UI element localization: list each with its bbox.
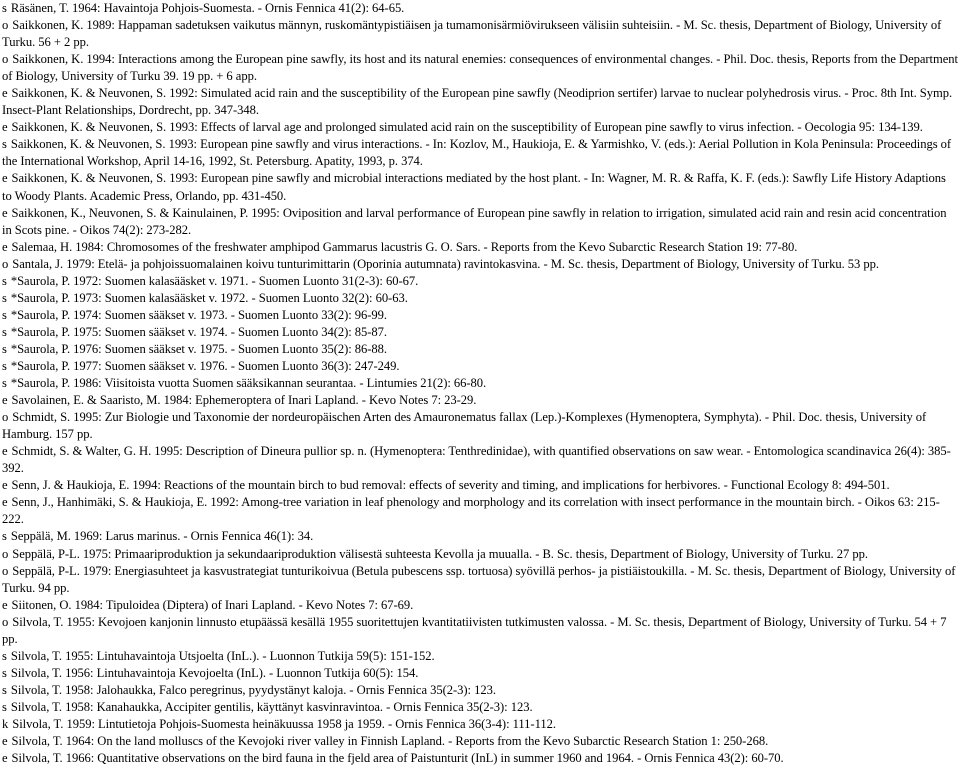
reference-citation-text: Silvola, T. 1964: On the land molluscs of the Kevojoki river valley in Finnish Lapland. - Reports from the Kevo Subarctic Research Station 1: 250-268. [11, 734, 769, 749]
reference-category-letter: s [2, 358, 7, 373]
reference-entry [2, 648, 958, 665]
reference-citation-text: Silvola, T. 1958: Jalohaukka, Falco peregrinus, pyydystänyt kaloja. - Ornis Fennica 35(2-3): 123. [10, 682, 496, 697]
reference-entry [2, 119, 958, 136]
reference-entry [2, 733, 958, 750]
reference-citation-text: *Saurola, P. 1975: Suomen sääkset v. 1974. - Suomen Luonto 34(2): 85-87. [10, 324, 388, 339]
reference-citation-text: Silvola, T. 1966: Quantitative observations on the bird fauna in the fjeld area of Paistunturit (InL) in summer 1960 and 1964. - Ornis Fennica 43(2): 60-70. [11, 751, 784, 766]
reference-entry [2, 358, 958, 375]
reference-entry [2, 85, 958, 119]
reference-entry [2, 0, 958, 17]
reference-citation-text: *Saurola, P. 1977: Suomen sääkset v. 1976. - Suomen Luonto 36(3): 247-249. [10, 358, 400, 373]
reference-citation-text: *Saurola, P. 1986: Viisitoista vuotta Suomen sääksikannan seurantaa. - Lintumies 21(2): 66-80. [10, 376, 487, 391]
reference-entry [2, 563, 958, 597]
reference-category-letter: o [2, 18, 9, 33]
reference-category-letter: e [2, 734, 8, 749]
reference-citation-text: Saikkonen, K. & Neuvonen, S. 1993: European pine sawfly and virus interactions. - In: Kozlov, M., Haukioja, E. & Yarmishko, V. (eds.): Aerial Pollution in Kola Peninsula: Proceedings of the International Workshop, April 14-16, 1992, St. Petersburg. Apatity, 1993, p. 374. [2, 137, 952, 169]
reference-citation-text: Silvola, T. 1956: Lintuhavaintoja Kevojoelta (InL). - Luonnon Tutkija 60(5): 154. [10, 665, 419, 680]
reference-entry [2, 324, 958, 341]
reference-category-letter: o [2, 546, 9, 561]
reference-citation-text: Silvola, T. 1955: Lintuhavaintoja Utsjoelta (InL.). - Luonnon Tutkija 59(5): 151-152. [10, 648, 435, 663]
reference-entry [2, 699, 958, 716]
reference-citation-text: Senn, J. & Haukioja, E. 1994: Reactions of the mountain birch to bud removal: effects of severity and timing, and implications for herbivores. - Functional Ecology 8: 494-501. [11, 478, 890, 493]
reference-entry [2, 716, 958, 733]
reference-citation-text: Saikkonen, K., Neuvonen, S. & Kainulainen, P. 1995: Oviposition and larval performance of European pine sawfly in relation to irrigation, simulated acid rain and resin acid concentration in Scots pine. - Oikos 74(2): 273-282. [2, 205, 947, 237]
reference-category-letter: s [2, 273, 7, 288]
reference-entry [2, 409, 958, 443]
reference-citation-text: Senn, J., Hanhimäki, S. & Haukioja, E. 1992: Among-tree variation in leaf phenology and morphology and its correlation with insect performance in the mountain birch. - Oikos 63: 215-222. [2, 495, 940, 527]
reference-citation-text: Schmidt, S. 1995: Zur Biologie und Taxonomie der nordeuropäischen Arten des Amauronematus fallax (Lep.)-Komplexes (Hymenoptera, Symphyta). - Phil. Doc. thesis, University of Hamburg. 157 pp. [2, 410, 927, 442]
reference-category-letter: e [2, 495, 8, 510]
reference-entry [2, 307, 958, 324]
reference-category-letter: e [2, 120, 8, 135]
reference-entry [2, 205, 958, 239]
reference-category-letter: s [2, 341, 7, 356]
reference-category-letter: e [2, 393, 8, 408]
reference-category-letter: o [2, 52, 9, 67]
reference-citation-text: *Saurola, P. 1974: Suomen sääkset v. 1973. - Suomen Luonto 33(2): 96-99. [10, 307, 388, 322]
reference-citation-text: Saikkonen, K. & Neuvonen, S. 1993: Effects of larval age and prolonged simulated acid rain on the susceptibility of European pine sawfly to virus infection. - Oecologia 95: 134-139. [11, 120, 923, 135]
reference-category-letter: o [2, 410, 9, 425]
reference-entry [2, 17, 958, 51]
reference-category-letter: k [2, 716, 9, 731]
reference-citation-text: Savolainen, E. & Saaristo, M. 1984: Ephemeroptera of Inari Lapland. - Kevo Notes 7: 23-29. [11, 393, 477, 408]
reference-citation-text: Saikkonen, K. & Neuvonen, S. 1992: Simulated acid rain and the susceptibility of the European pine sawfly (Neodiprion sertifer) larvae to nuclear polyhedrosis virus. - Proc. 8th Int. Symp. Insect-Plant Relationships, Dordrecht, pp. 347-348. [2, 86, 953, 118]
reference-entry [2, 546, 958, 563]
reference-entry [2, 375, 958, 392]
reference-entry [2, 494, 958, 528]
reference-citation-text: *Saurola, P. 1976: Suomen sääkset v. 1975. - Suomen Luonto 35(2): 86-88. [10, 341, 388, 356]
reference-category-letter: e [2, 171, 8, 186]
reference-category-letter: s [2, 376, 7, 391]
reference-category-letter: o [2, 614, 9, 629]
reference-citation-text: Siitonen, O. 1984: Tipuloidea (Diptera) of Inari Lapland. - Kevo Notes 7: 67-69. [11, 597, 414, 612]
reference-entry [2, 392, 958, 409]
reference-citation-text: Salemaa, H. 1984: Chromosomes of the freshwater amphipod Gammarus lacustris G. O. Sars. - Reports from the Kevo Subarctic Research Station 19: 77-80. [11, 239, 798, 254]
reference-citation-text: Silvola, T. 1955: Kevojoen kanjonin linnusto etupäässä kesällä 1955 suoritettujen kvantitatiivisten tutkimusten valossa. - M. Sc. thesis, Department of Biology, University of Turku. 54 + 7 pp. [2, 614, 947, 646]
reference-entry [2, 290, 958, 307]
reference-entry [2, 443, 958, 477]
reference-citation-text: Silvola, T. 1959: Lintutietoja Pohjois-Suomesta heinäkuussa 1958 ja 1959. - Ornis Fennica 36(3-4): 111-112. [12, 716, 556, 731]
reference-citation-text: Saikkonen, K. & Neuvonen, S. 1993: European pine sawfly and microbial interactions mediated by the host plant. - In: Wagner, M. R. & Raffa, K. F. (eds.): Sawfly Life History Adaptions to Woody Plants. Academic Press, Orlando, pp. 431-450. [2, 171, 946, 203]
reference-entry [2, 682, 958, 699]
reference-citation-text: Seppälä, P-L. 1975: Primaariproduktion ja sekundaariproduktion välisestä suhteesta Kevolla ja muualla. - B. Sc. thesis, Department of Biology, University of Turku. 27 pp. [12, 546, 868, 561]
reference-entry [2, 750, 958, 767]
reference-entry [2, 170, 958, 204]
reference-category-letter: s [2, 290, 7, 305]
reference-category-letter: s [2, 648, 7, 663]
reference-citation-text: *Saurola, P. 1973: Suomen kalasääsket v. 1972. - Suomen Luonto 32(2): 60-63. [10, 290, 408, 305]
reference-citation-text: Schmidt, S. & Walter, G. H. 1995: Description of Dineura pullior sp. n. (Hymenoptera: Tenthredinidae), with quantified observations on saw wear. - Entomologica scandinavica 26(4): 385-392. [2, 444, 951, 476]
reference-category-letter: s [2, 682, 7, 697]
reference-entry [2, 273, 958, 290]
reference-category-letter: o [2, 563, 9, 578]
reference-entry [2, 665, 958, 682]
reference-category-letter: s [2, 307, 7, 322]
reference-entry [2, 528, 958, 545]
reference-entry [2, 239, 958, 256]
reference-entry [2, 136, 958, 170]
reference-category-letter: e [2, 597, 8, 612]
reference-category-letter: e [2, 478, 8, 493]
reference-entry [2, 477, 958, 494]
reference-citation-text: Räsänen, T. 1964: Havaintoja Pohjois-Suomesta. - Ornis Fennica 41(2): 64-65. [10, 1, 405, 15]
reference-citation-text: Santala, J. 1979: Etelä- ja pohjoissuomalainen koivu tunturimittarin (Oporinia autumnata) ravintokasvina. - M. Sc. thesis, Department of Biology, University of Turku. 53 pp. [12, 256, 879, 271]
reference-category-letter: s [2, 324, 7, 339]
reference-entry [2, 51, 958, 85]
reference-citation-text: Seppälä, P-L. 1979: Energiasuhteet ja kasvustrategiat tunturikoivua (Betula pubescens ssp. tortuosa) syövillä perhos- ja pistiäistoukilla. - M. Sc. thesis, Department of Biology, University of Turku. 94 pp. [2, 563, 956, 595]
reference-entry [2, 597, 958, 614]
reference-citation-text: Saikkonen, K. 1994: Interactions among the European pine sawfly, its host and its natural enemies: consequences of environmental changes. - Phil. Doc. thesis, Reports from the Department of Biology, University of Turku 39. 19 pp. + 6 app. [2, 52, 958, 84]
reference-category-letter: s [2, 137, 7, 152]
reference-category-letter: e [2, 86, 8, 101]
reference-category-letter: e [2, 444, 8, 459]
reference-category-letter: e [2, 751, 8, 766]
reference-category-letter: s [2, 665, 7, 680]
reference-category-letter: s [2, 529, 7, 544]
reference-citation-text: Saikkonen, K. 1989: Happaman sadetuksen vaikutus männyn, ruskomäntypistiäisen ja tumamonisärmiövirukseen välisiin suhteisiin. - M. Sc. thesis, Department of Biology, University of Turku. 56 + 2 pp. [2, 18, 942, 50]
reference-entry [2, 341, 958, 358]
reference-category-letter: o [2, 256, 9, 271]
reference-citation-text: *Saurola, P. 1972: Suomen kalasääsket v. 1971. - Suomen Luonto 31(2-3): 60-67. [10, 273, 419, 288]
reference-category-letter: e [2, 205, 8, 220]
reference-category-letter: s [2, 699, 7, 714]
reference-category-letter: s [2, 1, 7, 15]
reference-citation-text: Silvola, T. 1958: Kanahaukka, Accipiter gentilis, käyttänyt kasvinravintoa. - Ornis Fennica 35(2-3): 123. [10, 699, 533, 714]
reference-entry [2, 614, 958, 648]
reference-entry [2, 256, 958, 273]
reference-citation-text: Seppälä, M. 1969: Larus marinus. - Ornis Fennica 46(1): 34. [10, 529, 314, 544]
reference-category-letter: e [2, 239, 8, 254]
